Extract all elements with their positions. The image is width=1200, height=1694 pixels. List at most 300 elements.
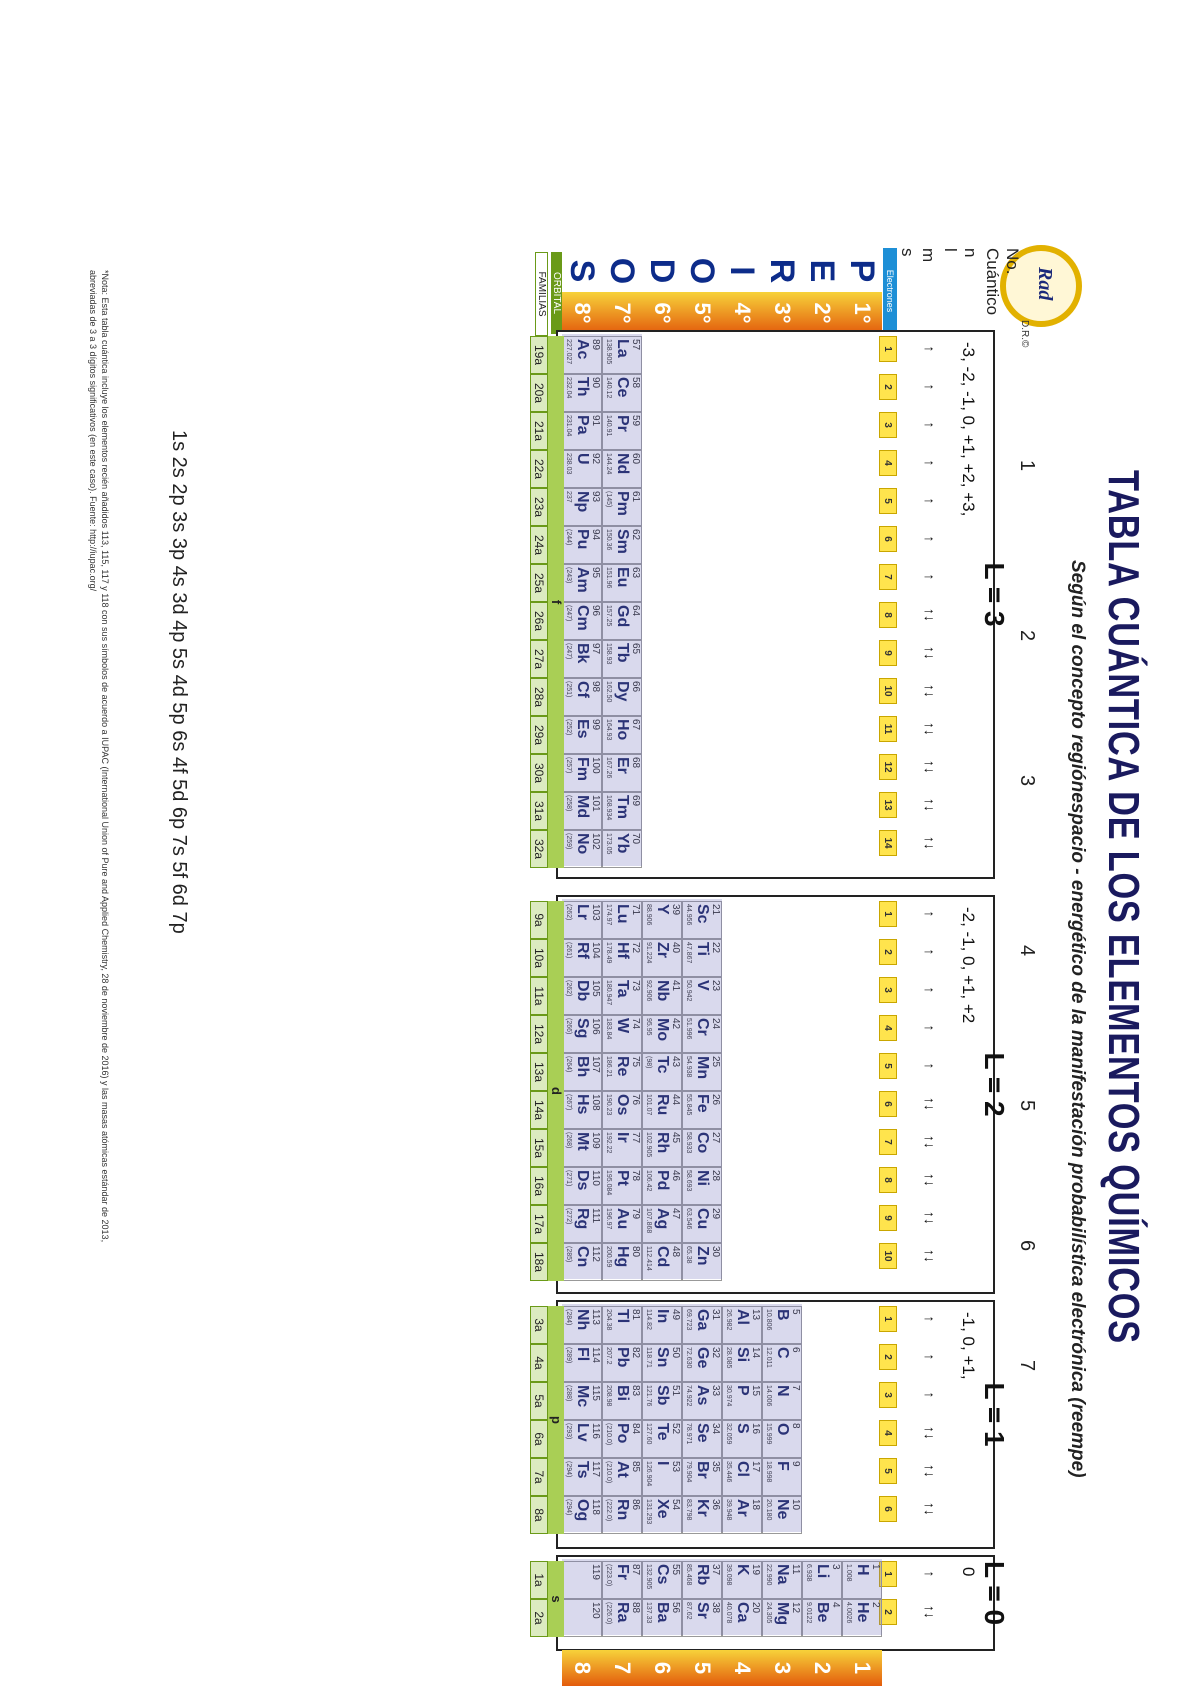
block-s-label: s <box>548 1561 564 1637</box>
block-p-shade <box>562 1304 802 1532</box>
atomic-number: 79 <box>630 1208 641 1220</box>
atomic-number: 26 <box>710 1094 721 1106</box>
period-number: 5° <box>682 292 722 334</box>
family-label: 24a <box>530 526 548 564</box>
family-label: 2a <box>530 1599 548 1637</box>
atomic-mass: (266) <box>565 1018 572 1035</box>
spin-arrow: ↑ <box>922 345 938 353</box>
atomic-number: 81 <box>630 1309 641 1321</box>
label-cuantico: Cuántico <box>983 248 1002 316</box>
atomic-number: 33 <box>710 1385 721 1397</box>
spin-arrow: ↑↓ <box>922 1426 938 1440</box>
electron-count: 2 <box>879 1599 897 1625</box>
right-period-marker: 7 <box>602 1650 642 1686</box>
element-symbol: Rh <box>654 1132 671 1154</box>
brand-mark: D.R.© <box>1019 320 1030 348</box>
atomic-number: 39 <box>670 904 681 916</box>
element-symbol: B <box>774 1309 791 1321</box>
atomic-mass: 162.50 <box>605 681 612 703</box>
electron-count: 9 <box>879 1205 897 1231</box>
electron-count: 10 <box>879 1243 897 1269</box>
family-label: 10a <box>530 939 548 977</box>
element-symbol: Ds <box>574 1170 591 1191</box>
element-symbol: Ru <box>654 1094 671 1116</box>
atomic-number: 19 <box>750 1564 761 1576</box>
family-label: 14a <box>530 1091 548 1129</box>
atomic-mass: 164.93 <box>605 719 612 741</box>
atomic-number: 15 <box>750 1385 761 1397</box>
element-symbol: Se <box>694 1423 711 1443</box>
atomic-number: 51 <box>670 1385 681 1397</box>
right-period-marker: 5 <box>682 1650 722 1686</box>
atomic-mass: 192.22 <box>605 1132 612 1154</box>
atomic-number: 37 <box>710 1564 721 1576</box>
atomic-mass: 167.26 <box>605 757 612 779</box>
element-symbol: Nh <box>574 1309 591 1331</box>
atomic-mass: 92.906 <box>645 980 652 1002</box>
element-symbol: Po <box>614 1423 631 1444</box>
atomic-number: 113 <box>590 1309 601 1325</box>
atomic-mass: (257) <box>565 757 572 774</box>
atomic-number: 82 <box>630 1347 641 1359</box>
atomic-number: 61 <box>630 491 641 503</box>
spin-arrow: ↑↓ <box>922 798 938 812</box>
element-symbol: Lv <box>574 1423 591 1442</box>
spin-arrow: ↑ <box>922 1315 938 1323</box>
atomic-mass: 18.998 <box>765 1461 772 1483</box>
atomic-mass: 51.996 <box>685 1018 692 1040</box>
family-label: 30a <box>530 754 548 792</box>
family-label: 29a <box>530 716 548 754</box>
atomic-mass: 196.97 <box>605 1208 612 1230</box>
atomic-number: 94 <box>590 529 601 541</box>
electron-count: 2 <box>879 939 897 965</box>
atomic-mass: 204.38 <box>605 1309 612 1331</box>
atomic-number: 36 <box>710 1499 721 1511</box>
atomic-mass: 87.62 <box>685 1602 692 1620</box>
atomic-mass: (271) <box>565 1170 572 1187</box>
atomic-number: 65 <box>630 643 641 655</box>
atomic-mass: (244) <box>565 529 572 546</box>
element-symbol: Ra <box>614 1602 631 1623</box>
element-symbol: Ti <box>694 942 711 956</box>
atomic-mass: (247) <box>565 643 572 660</box>
period-number: 7° <box>602 292 642 334</box>
atomic-mass: 9.0122 <box>805 1602 812 1624</box>
atomic-mass: 55.845 <box>685 1094 692 1116</box>
spin-arrow: ↑ <box>922 910 938 918</box>
spin-arrow: ↑ <box>922 1570 938 1578</box>
atomic-number: 69 <box>630 795 641 807</box>
atomic-mass: 26.982 <box>725 1309 732 1331</box>
label-l: l <box>941 248 960 252</box>
spin-arrow: ↑↓ <box>922 1502 938 1516</box>
block-p-m-values: -1, 0, +1, <box>959 1312 978 1380</box>
element-symbol: Si <box>734 1347 751 1363</box>
spin-arrow: ↑↓ <box>922 836 938 850</box>
atomic-mass: 180.947 <box>605 980 612 1006</box>
block-d-label: d <box>548 901 564 1281</box>
atomic-number: 111 <box>590 1208 601 1224</box>
atomic-mass: 140.91 <box>605 415 612 437</box>
spin-arrow: ↑ <box>922 1062 938 1070</box>
atomic-mass: 35.446 <box>725 1461 732 1483</box>
atomic-mass: 39.098 <box>725 1564 732 1586</box>
element-symbol: Es <box>574 719 591 739</box>
spin-arrow: ↑ <box>922 497 938 505</box>
column-number: 6 <box>1016 1240 1038 1252</box>
element-symbol: Ne <box>774 1499 791 1520</box>
element-symbol: Rb <box>694 1564 711 1586</box>
element-symbol: W <box>614 1018 631 1034</box>
element-symbol: Db <box>574 980 591 1002</box>
atomic-mass: 183.84 <box>605 1018 612 1040</box>
block-s-shade <box>562 1559 882 1635</box>
element-symbol: Ca <box>734 1602 751 1623</box>
atomic-number: 98 <box>590 681 601 693</box>
atomic-mass: 190.23 <box>605 1094 612 1116</box>
atomic-number: 10 <box>790 1499 801 1511</box>
electron-count: 5 <box>879 1458 897 1484</box>
atomic-mass: (262) <box>565 980 572 997</box>
atomic-mass: 1.008 <box>845 1564 852 1582</box>
atomic-number: 5 <box>790 1309 801 1315</box>
atomic-mass: 174.97 <box>605 904 612 926</box>
element-symbol: Ce <box>614 377 631 398</box>
atomic-mass: 50.942 <box>685 980 692 1002</box>
element-symbol: Mc <box>574 1385 591 1408</box>
atomic-mass: 24.305 <box>765 1602 772 1624</box>
family-label: 31a <box>530 792 548 830</box>
footnote-line-1: *Nota: Esta tabla cuántica incluye los elementos recién añadidos 113, 115, 117 y 118 con sus símbolos de acuerdo a IUPAC (International Union of Pure and Applied Chemistry, 28 de noviembre de 2016) y las masas atómicas estándar de 2013, <box>100 270 110 1243</box>
element-symbol: Sr <box>694 1602 711 1619</box>
element-symbol: Cs <box>654 1564 671 1585</box>
atomic-mass: 14.006 <box>765 1385 772 1407</box>
family-label: 18a <box>530 1243 548 1281</box>
page-subtitle: Según el concepto regiónespacio - energético de la manifestación probabilística electrónica (reempe) <box>1067 560 1088 1478</box>
period-letter: P <box>843 259 881 283</box>
atomic-number: 16 <box>750 1423 761 1435</box>
spin-arrow: ↑ <box>922 535 938 543</box>
atomic-mass: 15.999 <box>765 1423 772 1445</box>
element-symbol: As <box>694 1385 711 1406</box>
atomic-number: 27 <box>710 1132 721 1144</box>
element-symbol: He <box>854 1602 871 1623</box>
atomic-number: 12 <box>790 1602 801 1614</box>
block-f-label: f <box>548 336 564 868</box>
atomic-number: 18 <box>750 1499 761 1511</box>
atomic-mass: 54.938 <box>685 1056 692 1078</box>
footnote-line-2: abreviadas de 3 a 3 dígitos significativos (en este caso). Fuente: http://iupac.org/ <box>88 270 98 592</box>
atomic-mass: (285) <box>565 1246 572 1263</box>
spin-arrow: ↑↓ <box>922 1249 938 1263</box>
atomic-number: 6 <box>790 1347 801 1353</box>
element-symbol: Pd <box>654 1170 671 1191</box>
block-s-m-values: 0 <box>959 1567 978 1577</box>
column-number: 7 <box>1016 1360 1038 1372</box>
period-letter: D <box>643 258 681 284</box>
right-period-marker: 6 <box>642 1650 682 1686</box>
atomic-number: 44 <box>670 1094 681 1106</box>
atomic-mass: 112.414 <box>645 1246 652 1271</box>
element-symbol: Ir <box>614 1132 631 1143</box>
electron-count: 3 <box>879 1382 897 1408</box>
atomic-number: 23 <box>710 980 721 992</box>
atomic-mass: 95.95 <box>645 1018 652 1036</box>
atomic-number: 42 <box>670 1018 681 1030</box>
atomic-mass: 83.798 <box>685 1499 692 1521</box>
spin-arrow: ↑↓ <box>922 760 938 774</box>
atomic-mass: (251) <box>565 681 572 698</box>
atomic-mass: 4.0026 <box>845 1602 852 1624</box>
atomic-number: 67 <box>630 719 641 731</box>
atomic-number: 110 <box>590 1170 601 1186</box>
electron-count: 2 <box>879 1344 897 1370</box>
label-orbital: ORBITAL <box>551 252 562 334</box>
atomic-mass: 121.76 <box>645 1385 652 1407</box>
atomic-number: 116 <box>590 1423 601 1439</box>
atomic-mass: 79.904 <box>685 1461 692 1483</box>
family-label: 13a <box>530 1053 548 1091</box>
spin-arrow: ↑↓ <box>922 608 938 622</box>
atomic-number: 55 <box>670 1564 681 1576</box>
element-symbol: At <box>614 1461 631 1478</box>
atomic-number: 101 <box>590 795 601 812</box>
atomic-number: 3 <box>830 1564 841 1570</box>
atomic-number: 56 <box>670 1602 681 1614</box>
atomic-mass: 231.04 <box>565 415 572 437</box>
atomic-number: 109 <box>590 1132 601 1149</box>
atomic-number: 88 <box>630 1602 641 1614</box>
electron-count: 5 <box>879 488 897 514</box>
element-symbol: Nb <box>654 980 671 1002</box>
atomic-mass: 114.82 <box>645 1309 652 1330</box>
element-symbol: Pa <box>574 415 591 435</box>
element-symbol: Fr <box>614 1564 631 1580</box>
family-label: 5a <box>530 1382 548 1420</box>
atomic-mass: (294) <box>565 1461 572 1478</box>
electron-count: 6 <box>879 526 897 552</box>
element-symbol: Ta <box>614 980 631 998</box>
atomic-mass: (223.0) <box>605 1564 612 1587</box>
atomic-mass: 58.693 <box>685 1170 692 1192</box>
atomic-number: 17 <box>750 1461 761 1473</box>
atomic-number: 95 <box>590 567 601 579</box>
atomic-number: 73 <box>630 980 641 992</box>
atomic-mass: 85.468 <box>685 1564 692 1586</box>
atomic-mass: (268) <box>565 1132 572 1149</box>
family-label: 19a <box>530 336 548 374</box>
atomic-mass: 151.96 <box>605 567 612 589</box>
element-symbol: Np <box>574 491 591 513</box>
atomic-mass: (258) <box>565 795 572 812</box>
atomic-number: 32 <box>710 1347 721 1359</box>
element-symbol: Cf <box>574 681 591 698</box>
atomic-number: 64 <box>630 605 641 617</box>
element-symbol: Pt <box>614 1170 631 1186</box>
atomic-number: 1 <box>870 1564 881 1570</box>
element-symbol: Br <box>694 1461 711 1479</box>
atomic-mass: (261) <box>565 942 572 959</box>
atomic-mass: 30.974 <box>725 1385 732 1407</box>
atomic-mass: 78.971 <box>685 1423 692 1445</box>
atomic-mass: 39.948 <box>725 1499 732 1521</box>
electron-count: 4 <box>879 1015 897 1041</box>
element-symbol: Cd <box>654 1246 671 1268</box>
family-label: 3a <box>530 1306 548 1344</box>
atomic-number: 2 <box>870 1602 881 1608</box>
label-n: n <box>961 248 980 258</box>
atomic-number: 70 <box>630 833 641 845</box>
atomic-number: 49 <box>670 1309 681 1321</box>
period-letter: I <box>723 266 761 276</box>
atomic-number: 20 <box>750 1602 761 1614</box>
element-symbol: Pu <box>574 529 591 550</box>
element-symbol: Re <box>614 1056 631 1077</box>
atomic-number: 4 <box>830 1602 841 1608</box>
electron-count: 12 <box>879 754 897 780</box>
atomic-mass: 173.05 <box>605 833 612 855</box>
element-symbol: Zr <box>654 942 671 958</box>
atomic-mass: (288) <box>565 1385 572 1402</box>
electron-count: 13 <box>879 792 897 818</box>
atomic-number: 84 <box>630 1423 641 1435</box>
atomic-mass: (222.0) <box>605 1499 612 1522</box>
element-symbol: Hf <box>614 942 631 959</box>
atomic-mass: 10.806 <box>765 1309 772 1331</box>
element-symbol: Cn <box>574 1246 591 1268</box>
atomic-mass: 102.905 <box>645 1132 652 1158</box>
family-label: 1a <box>530 1561 548 1599</box>
block-f-m-values: -3, -2, -1, 0, +1, +2, +3, <box>959 342 978 517</box>
atomic-number: 112 <box>590 1246 601 1262</box>
atomic-mass: 65.38 <box>685 1246 692 1264</box>
spin-arrow: ↑ <box>922 1353 938 1361</box>
element-symbol: Gd <box>614 605 631 628</box>
element-symbol: Og <box>574 1499 591 1522</box>
atomic-number: 86 <box>630 1499 641 1511</box>
element-symbol: Cl <box>734 1461 751 1477</box>
block-f-shade <box>562 334 642 866</box>
atomic-number: 100 <box>590 757 601 774</box>
element-symbol: H <box>854 1564 871 1576</box>
label-s: s <box>898 248 917 257</box>
element-symbol: Bk <box>574 643 591 664</box>
element-symbol: Bh <box>574 1056 591 1078</box>
atomic-number: 66 <box>630 681 641 693</box>
spin-arrow: ↑↓ <box>922 1464 938 1478</box>
element-symbol: Mt <box>574 1132 591 1151</box>
atomic-number: 47 <box>670 1208 681 1220</box>
right-period-marker: 2 <box>802 1650 842 1686</box>
atomic-mass: 106.42 <box>645 1170 652 1192</box>
atomic-number: 30 <box>710 1246 721 1258</box>
block-d-l-value: L = 2 <box>979 1052 1010 1117</box>
atomic-number: 120 <box>590 1602 601 1619</box>
element-symbol: Sn <box>654 1347 671 1368</box>
column-number: 5 <box>1016 1100 1038 1112</box>
element-symbol: Tm <box>614 795 631 819</box>
right-period-marker: 8 <box>562 1650 602 1686</box>
electron-count: 4 <box>879 450 897 476</box>
atomic-mass: 168.934 <box>605 795 612 821</box>
atomic-number: 38 <box>710 1602 721 1614</box>
spin-arrow: ↑ <box>922 1391 938 1399</box>
atomic-number: 115 <box>590 1385 601 1401</box>
right-period-marker: 3 <box>762 1650 802 1686</box>
atomic-mass: (226.0) <box>605 1602 612 1625</box>
atomic-mass: 74.922 <box>685 1385 692 1407</box>
family-label: 4a <box>530 1344 548 1382</box>
atomic-mass: (284) <box>565 1309 572 1326</box>
element-symbol: Hs <box>574 1094 591 1115</box>
atomic-number: 21 <box>710 904 721 916</box>
atomic-number: 71 <box>630 904 641 916</box>
element-symbol: Ag <box>654 1208 671 1230</box>
family-label: 6a <box>530 1420 548 1458</box>
atomic-mass: 126.904 <box>645 1461 652 1487</box>
electron-count: 8 <box>879 1167 897 1193</box>
atomic-mass: 132.905 <box>645 1564 652 1590</box>
atomic-number: 25 <box>710 1056 721 1068</box>
atomic-number: 28 <box>710 1170 721 1182</box>
atomic-number: 119 <box>590 1564 601 1580</box>
element-symbol: Co <box>694 1132 711 1154</box>
element-symbol: Lr <box>574 904 591 920</box>
orbital-filling-sequence: 1s 2s 2p 3s 3p 4s 3d 4p 5s 4d 5p 6s 4f 5d 6p 7s 5f 6d 7p <box>168 430 190 934</box>
family-label: 26a <box>530 602 548 640</box>
atomic-mass: (262) <box>565 904 572 921</box>
atomic-mass: 227.027 <box>565 339 572 365</box>
family-label: 7a <box>530 1458 548 1496</box>
atomic-number: 62 <box>630 529 641 541</box>
atomic-number: 46 <box>670 1170 681 1182</box>
atomic-mass: (243) <box>565 567 572 584</box>
atomic-mass: (264) <box>565 1056 572 1073</box>
element-symbol: Cu <box>694 1208 711 1230</box>
atomic-number: 22 <box>710 942 721 954</box>
element-symbol: Rf <box>574 942 591 959</box>
block-p-label: p <box>548 1306 564 1534</box>
element-symbol: Ho <box>614 719 631 741</box>
period-letter: E <box>803 259 841 283</box>
atomic-mass: 157.25 <box>605 605 612 627</box>
atomic-mass: 72.630 <box>685 1347 692 1369</box>
element-symbol: I <box>654 1461 671 1466</box>
atomic-number: 34 <box>710 1423 721 1435</box>
spin-arrow: ↑ <box>922 383 938 391</box>
element-symbol: Ar <box>734 1499 751 1517</box>
atomic-number: 78 <box>630 1170 641 1182</box>
spin-arrow: ↑↓ <box>922 1097 938 1111</box>
family-label: 22a <box>530 450 548 488</box>
electron-count: 6 <box>879 1496 897 1522</box>
element-symbol: Ge <box>694 1347 711 1369</box>
family-label: 8a <box>530 1496 548 1534</box>
spin-arrow: ↑ <box>922 1024 938 1032</box>
right-period-marker: 1 <box>842 1650 882 1686</box>
column-number: 4 <box>1016 945 1038 957</box>
element-symbol: Hg <box>614 1246 631 1268</box>
element-symbol: Au <box>614 1208 631 1230</box>
element-symbol: F <box>774 1461 791 1471</box>
block-p-l-value: L = 1 <box>979 1382 1010 1447</box>
family-label: 17a <box>530 1205 548 1243</box>
electron-count: 1 <box>879 901 897 927</box>
atomic-number: 31 <box>710 1309 721 1321</box>
element-symbol: Pr <box>614 415 631 432</box>
atomic-number: 80 <box>630 1246 641 1258</box>
